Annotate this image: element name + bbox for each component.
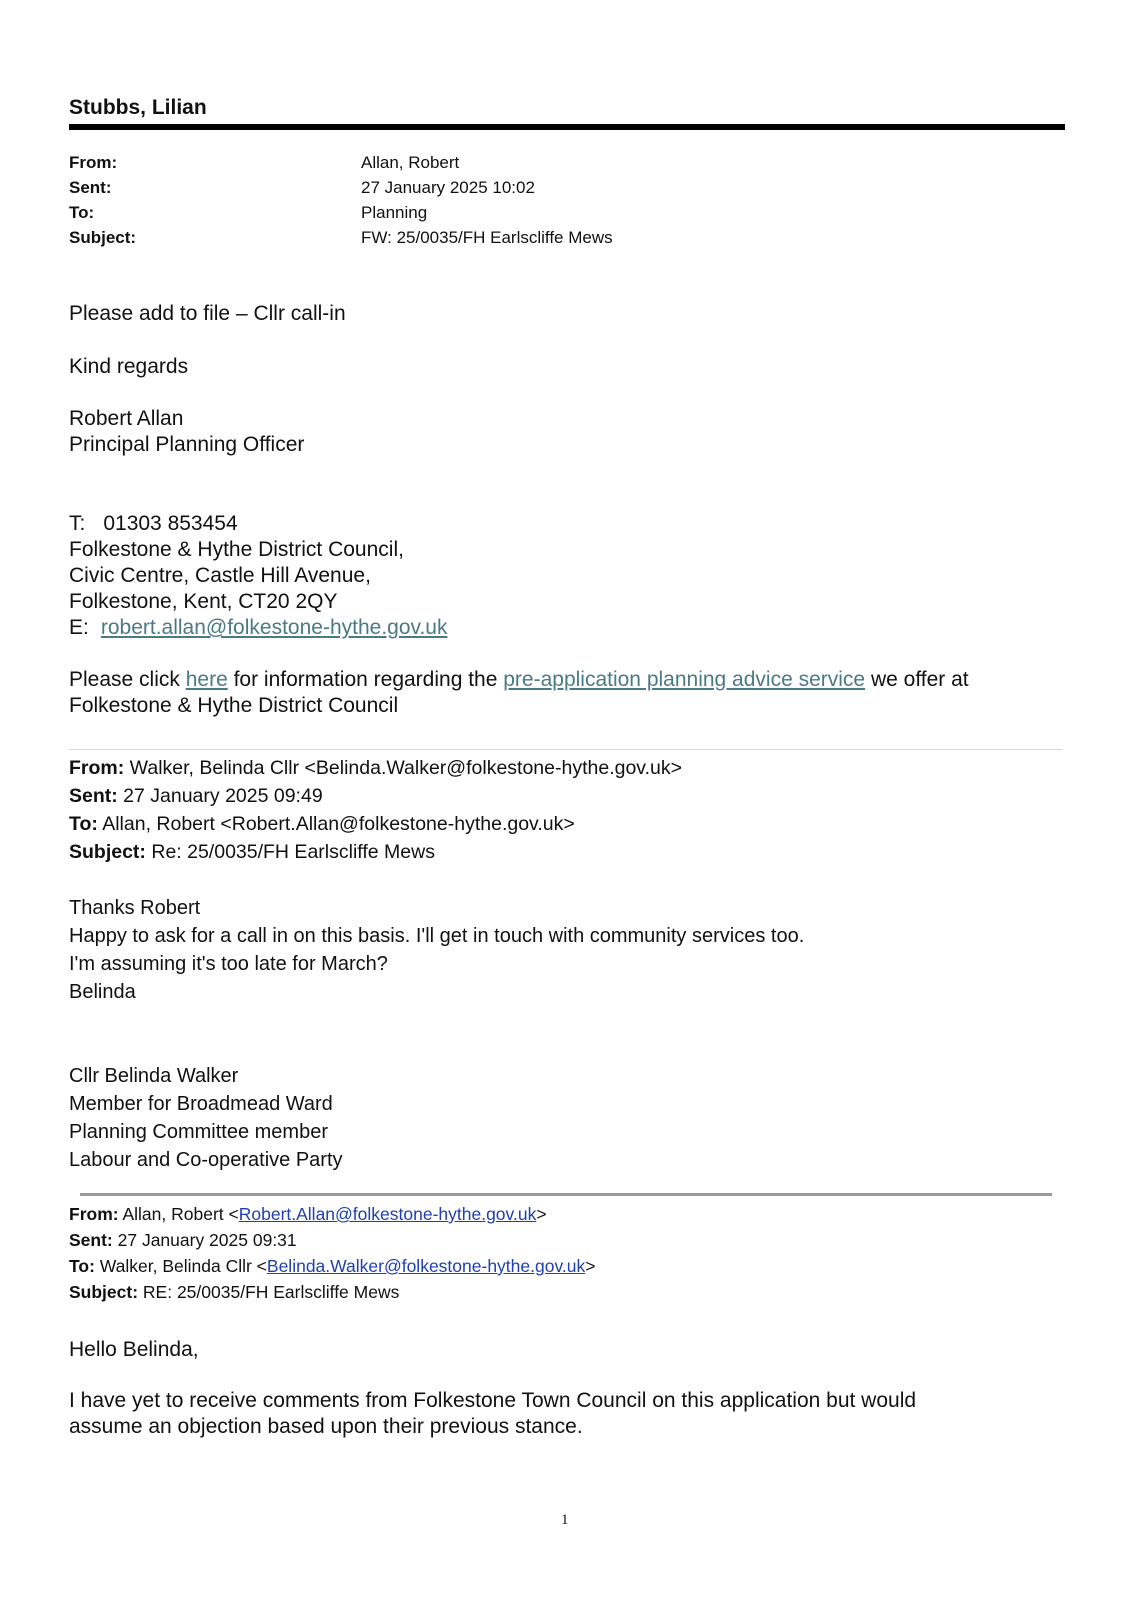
msg3-subject xyxy=(69,1282,399,1303)
sent-value: 27 January 2025 10:02 xyxy=(361,178,535,197)
subject-label: Subject: xyxy=(69,228,137,247)
signature-line: Cllr Belinda Walker xyxy=(69,1065,239,1087)
advice-line-1 xyxy=(69,667,969,693)
msg2-sent xyxy=(69,785,323,808)
body-line-add-to-file: Please add to file – Cllr call-in xyxy=(69,302,346,325)
page-number: 1 xyxy=(561,1512,569,1528)
msg3-to-name: Walker, Belinda Cllr < xyxy=(94,1256,267,1276)
msg3-sent-value: 27 January 2025 09:31 xyxy=(112,1230,297,1250)
msg3-from-name: Allan, Robert < xyxy=(118,1204,239,1224)
msg3-from-label: From: xyxy=(69,1204,119,1224)
msg2-body-line: Thanks Robert xyxy=(69,897,201,919)
signature-line: Member for Broadmead Ward xyxy=(69,1093,333,1115)
from-value: Allan, Robert xyxy=(361,153,460,172)
mailbox-owner-name: Stubbs, Lilian xyxy=(69,96,207,119)
msg3-to xyxy=(69,1256,595,1277)
msg3-paragraph-line-1: I have yet to receive comments from Folkestone Town Council on this application but would xyxy=(69,1389,917,1412)
msg3-to-email-link[interactable]: Belinda.Walker@folkestone-hythe.gov.uk xyxy=(266,1256,586,1276)
msg2-subject-value: Re: 25/0035/FH Earlscliffe Mews xyxy=(145,841,435,863)
msg2-body-line: Happy to ask for a call in on this basis. I'll get in touch with community services too. xyxy=(69,925,805,947)
advice-line-2: Folkestone & Hythe District Council xyxy=(69,694,399,717)
to-value: Planning xyxy=(361,203,428,222)
sent-label: Sent: xyxy=(69,178,112,197)
msg3-to-label: To: xyxy=(69,1256,95,1276)
pre-application-advice-link[interactable]: pre-application planning advice service xyxy=(503,668,866,691)
address-line-3: Folkestone, Kent, CT20 2QY xyxy=(69,590,338,613)
msg2-to-label: To: xyxy=(69,813,98,835)
msg2-subject xyxy=(69,841,435,864)
message-divider xyxy=(80,1193,1052,1196)
subject-value: FW: 25/0035/FH Earlscliffe Mews xyxy=(361,228,613,247)
advice-text-post: we offer at xyxy=(865,668,969,691)
msg3-sent-label: Sent: xyxy=(69,1230,113,1250)
sender-title: Principal Planning Officer xyxy=(69,433,305,456)
msg3-from xyxy=(69,1204,547,1225)
address-line-1: Folkestone & Hythe District Council, xyxy=(69,538,404,561)
msg2-sent-value: 27 January 2025 09:49 xyxy=(117,785,323,807)
phone-line xyxy=(69,511,238,537)
msg3-subject-label: Subject: xyxy=(69,1282,139,1302)
advice-text-mid: for information regarding the xyxy=(227,668,504,691)
msg2-to xyxy=(69,813,575,836)
body-kind-regards: Kind regards xyxy=(69,355,189,378)
msg3-sent xyxy=(69,1230,297,1251)
msg2-body-line: Belinda xyxy=(69,981,136,1003)
phone-number: 01303 853454 xyxy=(103,512,238,535)
address-line-2: Civic Centre, Castle Hill Avenue, xyxy=(69,564,371,587)
msg3-subject-value: RE: 25/0035/FH Earlscliffe Mews xyxy=(138,1282,400,1302)
msg3-from-email-link[interactable]: Robert.Allan@folkestone-hythe.gov.uk xyxy=(238,1204,537,1224)
msg2-from-value: Walker, Belinda Cllr <Belinda.Walker@folkestone-hythe.gov.uk> xyxy=(124,757,682,779)
email-link[interactable]: robert.allan@folkestone-hythe.gov.uk xyxy=(100,616,448,639)
msg2-sent-label: Sent: xyxy=(69,785,118,807)
msg3-from-close: > xyxy=(536,1204,547,1224)
msg3-paragraph-line-2: assume an objection based upon their previous stance. xyxy=(69,1415,583,1438)
email-line xyxy=(69,615,447,641)
msg2-subject-label: Subject: xyxy=(69,841,146,863)
from-label: From: xyxy=(69,153,118,172)
phone-label: T: xyxy=(69,512,86,535)
message-divider xyxy=(69,749,1062,750)
msg2-from xyxy=(69,757,682,780)
header-divider xyxy=(69,124,1065,130)
msg2-body-line: I'm assuming it's too late for March? xyxy=(69,953,388,975)
msg2-from-label: From: xyxy=(69,757,125,779)
email-label: E: xyxy=(69,616,89,639)
here-link[interactable]: here xyxy=(185,668,228,691)
sender-name: Robert Allan xyxy=(69,407,184,430)
advice-text-pre: Please click xyxy=(69,668,186,691)
signature-line: Planning Committee member xyxy=(69,1121,328,1143)
signature-line: Labour and Co-operative Party xyxy=(69,1149,343,1171)
to-label: To: xyxy=(69,203,95,222)
msg2-to-value: Allan, Robert <Robert.Allan@folkestone-hythe.gov.uk> xyxy=(97,813,575,835)
msg3-greeting: Hello Belinda, xyxy=(69,1338,199,1361)
msg3-to-close: > xyxy=(585,1256,596,1276)
